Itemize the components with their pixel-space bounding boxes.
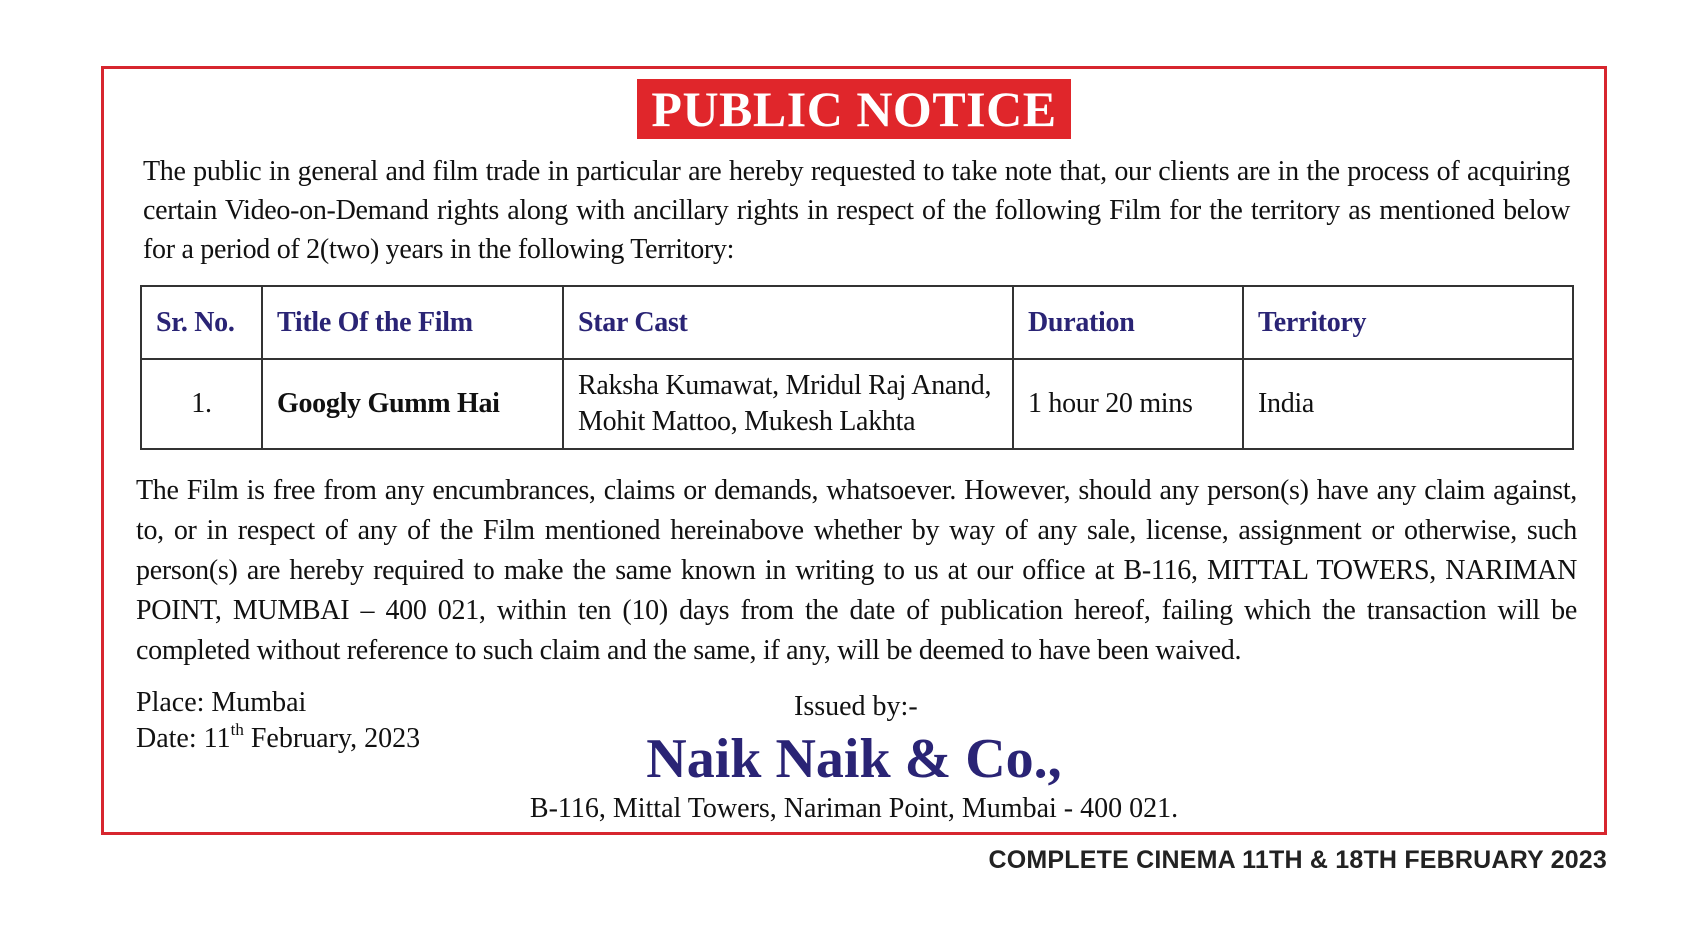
- notice-title: PUBLIC NOTICE: [637, 79, 1070, 139]
- header-territory: Territory: [1243, 286, 1573, 359]
- table-header-row: [141, 286, 1573, 359]
- date-ordinal: th: [230, 720, 244, 739]
- claims-paragraph: The Film is free from any encumbrances, claims or demands, whatsoever. However, should any person(s) have any claim against, to, or in respect of any of the Film mentioned hereinabove whether by way of any sale, license, assignment or otherwise, such person(s) are hereby required to make the same known in writing to us at our office at B-116, MITTAL TOWERS, NARIMAN POINT, MUMBAI – 400 021, within ten (10) days from the date of publication hereof, failing which the transaction will be completed without reference to such claim and the same, if any, will be deemed to have been waived.: [136, 475, 1577, 666]
- issued-by: Issued by:-: [794, 691, 918, 722]
- publication-credit: COMPLETE CINEMA 11TH & 18TH FEBRUARY 2023: [988, 846, 1607, 874]
- header-title: Title Of the Film: [262, 286, 563, 359]
- notice-frame: [101, 66, 1607, 835]
- table-row: [141, 359, 1573, 449]
- cell-territory: India: [1243, 359, 1573, 449]
- cell-duration: 1 hour 20 mins: [1013, 359, 1243, 449]
- title-wrap: [104, 79, 1604, 139]
- date-suffix: February, 2023: [243, 723, 421, 754]
- star-cast-line-1: Raksha Kumawat, Mridul Raj Anand,: [578, 370, 992, 401]
- company-name: Naik Naik & Co.,: [646, 728, 1062, 790]
- cell-film-title: Googly Gumm Hai: [262, 359, 563, 449]
- film-table: [140, 285, 1574, 450]
- place-line: Place: Mumbai: [136, 687, 307, 718]
- header-duration: Duration: [1013, 286, 1243, 359]
- star-cast-line-2: Mohit Mattoo, Mukesh Lakhta: [578, 406, 916, 437]
- date-prefix: Date: 11: [136, 723, 231, 754]
- company-address: B-116, Mittal Towers, Nariman Point, Mumbai - 400 021.: [529, 793, 1179, 824]
- intro-paragraph: The public in general and film trade in particular are hereby requested to take note that, our clients are in the process of acquiring certain Video-on-Demand rights along with ancillary rights in respect of the following Film for the territory as mentioned below for a period of 2(two) years in the following Territory:: [143, 156, 1570, 265]
- cell-star-cast: [563, 359, 1013, 449]
- header-star-cast: Star Cast: [563, 286, 1013, 359]
- cell-sr-no: 1.: [141, 359, 262, 449]
- header-sr-no: Sr. No.: [141, 286, 262, 359]
